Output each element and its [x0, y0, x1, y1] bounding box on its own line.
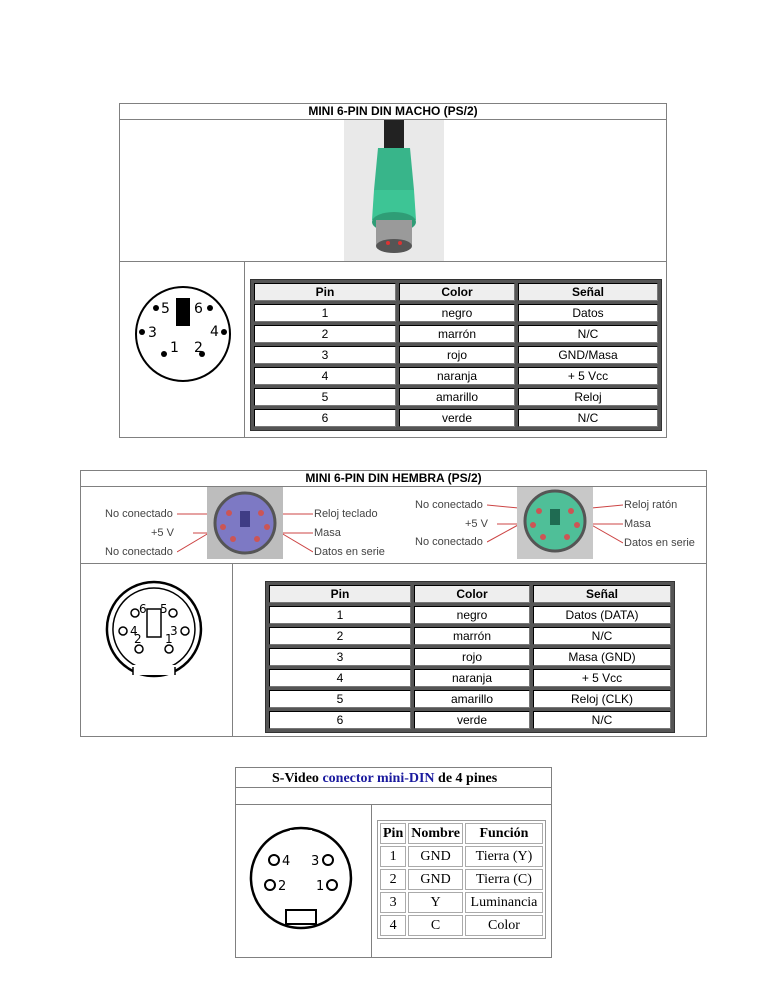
cell: 2 [254, 325, 396, 343]
keyboard-socket-figure [101, 487, 391, 559]
svideo-divider-1 [236, 787, 551, 788]
cell: negro [414, 606, 530, 624]
svideo-section [235, 767, 552, 958]
cell: 4 [380, 915, 406, 936]
macho-section [119, 103, 667, 438]
svideo-title [272, 771, 497, 787]
hembra-pin-label: 6 [139, 602, 147, 616]
label-5v: +5 V [465, 518, 488, 530]
svideo-pin-label: 1 [316, 879, 325, 894]
macho-pin-label: 2 [194, 340, 203, 356]
cell: 4 [269, 669, 411, 687]
hembra-pin-label: 2 [134, 632, 142, 646]
cell: Color [465, 915, 543, 936]
cell: 2 [380, 869, 406, 890]
col-header-pin: Pin [380, 823, 406, 844]
table-row [254, 304, 658, 322]
svideo-title-post: de 4 pines [434, 771, 498, 786]
label-no-conectado: No conectado [105, 546, 173, 558]
col-header-funcion: Función [465, 823, 543, 844]
table-row [380, 846, 543, 867]
cell: GND/Masa [518, 346, 658, 364]
hembra-pin-diagram [99, 579, 209, 679]
table-row [380, 869, 543, 890]
svideo-pin-table [377, 820, 546, 939]
col-header-pin: Pin [254, 283, 396, 301]
table-row [380, 915, 543, 936]
col-header-senal: Señal [533, 585, 671, 603]
label-masa: Masa [314, 527, 341, 539]
label-5v: +5 V [151, 527, 174, 539]
col-header-color: Color [399, 283, 515, 301]
cell: + 5 Vcc [518, 367, 658, 385]
hembra-section [80, 470, 707, 737]
cell: 1 [254, 304, 396, 322]
table-header-row [269, 585, 671, 603]
cell: Masa (GND) [533, 648, 671, 666]
cell: Luminancia [465, 892, 543, 913]
cell: 3 [254, 346, 396, 364]
col-header-senal: Señal [518, 283, 658, 301]
svideo-pin-diagram [246, 824, 356, 934]
label-no-conectado: No conectado [105, 508, 173, 520]
cell: rojo [399, 346, 515, 364]
hembra-divider [81, 563, 706, 564]
mouse-socket-photo [487, 487, 623, 559]
cell: 6 [269, 711, 411, 729]
cell: N/C [518, 409, 658, 427]
hembra-pin-label: 1 [165, 632, 173, 646]
table-row [269, 711, 671, 729]
hembra-pin-table [265, 581, 675, 733]
cell: rojo [414, 648, 530, 666]
table-row [269, 606, 671, 624]
macho-pin-table [250, 279, 662, 431]
label-no-conectado: No conectado [415, 499, 483, 511]
hembra-pin-label: 3 [170, 624, 178, 638]
macho-divider [120, 261, 666, 262]
macho-pin-diagram [130, 284, 236, 384]
svideo-pin-label: 2 [278, 879, 287, 894]
cell: Tierra (C) [465, 869, 543, 890]
table-row [254, 325, 658, 343]
table-row [269, 690, 671, 708]
cell: Datos (DATA) [533, 606, 671, 624]
cell: N/C [518, 325, 658, 343]
label-reloj-raton: Reloj ratón [624, 499, 678, 511]
table-header-row [380, 823, 543, 844]
cell: Tierra (Y) [465, 846, 543, 867]
table-row [380, 892, 543, 913]
cell: GND [408, 869, 463, 890]
cell: marrón [399, 325, 515, 343]
svideo-divider-2 [236, 804, 551, 805]
table-row [254, 388, 658, 406]
cell: 5 [269, 690, 411, 708]
macho-pin-label: 4 [210, 324, 219, 340]
ps2-male-plug-photo [344, 120, 444, 261]
hembra-pin-label: 4 [130, 624, 138, 638]
cell: 1 [380, 846, 406, 867]
cell: 3 [269, 648, 411, 666]
cell: 3 [380, 892, 406, 913]
cell: + 5 Vcc [533, 669, 671, 687]
label-datos-serie: Datos en serie [314, 546, 385, 558]
macho-pin-label: 6 [194, 301, 203, 317]
hembra-title: MINI 6-PIN DIN HEMBRA (PS/2) [81, 471, 706, 487]
cell: Y [408, 892, 463, 913]
table-row [269, 669, 671, 687]
table-row [269, 648, 671, 666]
cell: naranja [414, 669, 530, 687]
cell: amarillo [414, 690, 530, 708]
cell: marrón [414, 627, 530, 645]
cell: Datos [518, 304, 658, 322]
table-row [254, 409, 658, 427]
table-header-row [254, 283, 658, 301]
cell: negro [399, 304, 515, 322]
svideo-col-divider [371, 804, 372, 957]
table-row [254, 346, 658, 364]
cell: Reloj (CLK) [533, 690, 671, 708]
cell: Reloj [518, 388, 658, 406]
svideo-pin-label: 3 [311, 854, 320, 869]
mouse-socket-figure [411, 487, 701, 559]
cell: 4 [254, 367, 396, 385]
label-reloj-teclado: Reloj teclado [314, 508, 378, 520]
cell: N/C [533, 711, 671, 729]
cell: amarillo [399, 388, 515, 406]
cell: N/C [533, 627, 671, 645]
cell: verde [399, 409, 515, 427]
table-row [254, 367, 658, 385]
cell: 1 [269, 606, 411, 624]
macho-pin-label: 3 [148, 325, 157, 341]
cell: 6 [254, 409, 396, 427]
table-row [269, 627, 671, 645]
keyboard-socket-photo [177, 487, 313, 559]
macho-title: MINI 6-PIN DIN MACHO (PS/2) [120, 104, 666, 120]
cell: naranja [399, 367, 515, 385]
cell: verde [414, 711, 530, 729]
svideo-title-pre: S-Video [272, 771, 323, 786]
label-no-conectado: No conectado [415, 536, 483, 548]
label-datos-serie: Datos en serie [624, 537, 695, 549]
svideo-pin-label: 4 [282, 854, 291, 869]
macho-col-divider [244, 261, 245, 437]
macho-pin-label: 5 [161, 301, 170, 317]
cell: 5 [254, 388, 396, 406]
hembra-pin-label: 5 [160, 602, 168, 616]
label-masa: Masa [624, 518, 651, 530]
col-header-pin: Pin [269, 585, 411, 603]
cell: C [408, 915, 463, 936]
hembra-col-divider [232, 563, 233, 736]
col-header-nombre: Nombre [408, 823, 463, 844]
cell: GND [408, 846, 463, 867]
col-header-color: Color [414, 585, 530, 603]
macho-pin-label: 1 [170, 340, 179, 356]
svideo-title-link[interactable]: conector mini-DIN [322, 771, 435, 786]
cell: 2 [269, 627, 411, 645]
